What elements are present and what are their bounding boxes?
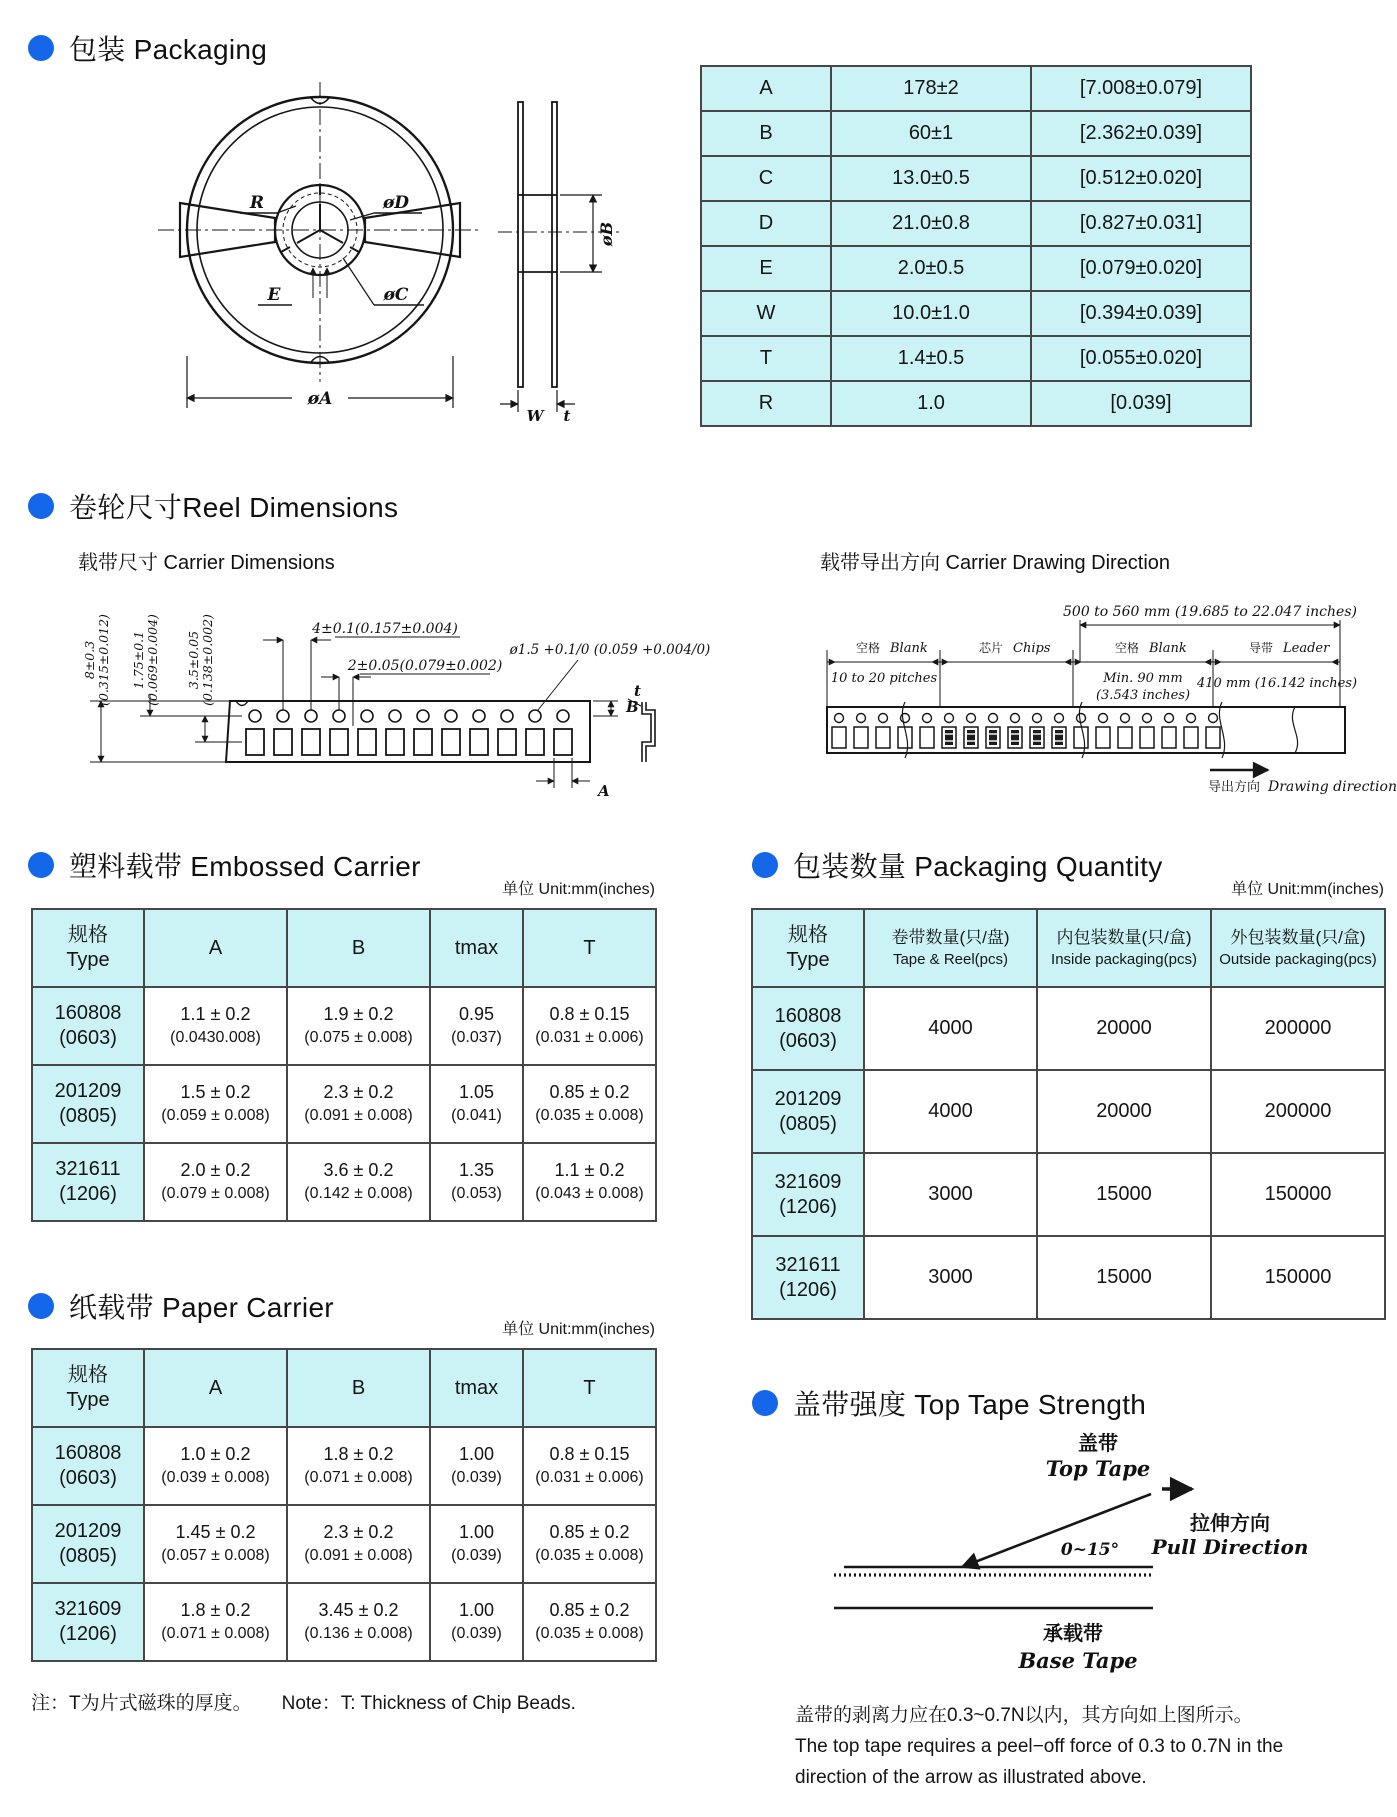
peel-force-note-en-line1: The top tape requires a peel−off force of 0.3 to 0.7N in the xyxy=(795,1736,1284,1757)
subheading-carrier-dimensions: 载带尺寸 Carrier Dimensions xyxy=(78,552,335,574)
table-cell: 200000 xyxy=(1211,1070,1385,1153)
peel-angle-label: 0~15° xyxy=(1060,1540,1120,1560)
bullet-icon xyxy=(28,852,54,878)
section-label-zh: 空格 xyxy=(1114,641,1139,655)
thickness-note xyxy=(31,1688,606,1715)
table-header-row xyxy=(32,909,656,987)
mm-cell: 178±2 xyxy=(831,66,1031,111)
type-cell: 321609 (1206) xyxy=(32,1583,144,1661)
table-cell: 0.85 ± 0.2 (0.035 ± 0.008) xyxy=(523,1505,656,1583)
unit-label: 单位 Unit:mm(inches) xyxy=(1231,881,1384,898)
header-inside-packaging: 内包装数量(只/盒) Inside packaging(pcs) xyxy=(1037,909,1211,987)
dim-label: 2±0.05(0.079±0.002) xyxy=(347,658,503,674)
drawing-direction-en: Drawing direction xyxy=(1268,779,1397,795)
type-cell: 201209 (0805) xyxy=(752,1070,864,1153)
reel-label-w: W xyxy=(526,407,544,425)
table-cell: 1.05 (0.041) xyxy=(430,1065,523,1143)
section-note: Min. 90 mm xyxy=(1103,671,1183,686)
type-cell: 321611 (1206) xyxy=(32,1143,144,1221)
reel-label-a: øA xyxy=(307,389,333,409)
section-label-en: Blank xyxy=(890,641,928,656)
param-cell: R xyxy=(701,381,831,426)
header-type: 规格 Type xyxy=(32,909,144,987)
table-cell: 3000 xyxy=(864,1236,1037,1319)
inch-cell: [0.079±0.020] xyxy=(1031,246,1251,291)
table-cell: 150000 xyxy=(1211,1153,1385,1236)
packaging-quantity-table xyxy=(751,908,1386,1320)
section-title: 包装 Packaging xyxy=(69,34,268,65)
table-cell: 1.8 ± 0.2 (0.071 ± 0.008) xyxy=(287,1427,430,1505)
pull-direction-en: Pull Direction xyxy=(1151,1535,1309,1559)
table-row xyxy=(701,291,1251,336)
table-row xyxy=(752,1070,1385,1153)
base-tape-label-en: Base Tape xyxy=(1018,1648,1138,1673)
section-note: 410 mm (16.142 inches) xyxy=(1196,676,1358,691)
table-row xyxy=(701,336,1251,381)
table-cell: 3.45 ± 0.2 (0.136 ± 0.008) xyxy=(287,1583,430,1661)
type-cell: 201209 (0805) xyxy=(32,1065,144,1143)
inch-cell: [0.512±0.020] xyxy=(1031,156,1251,201)
reel-dimensions-drawing xyxy=(30,60,710,425)
table-cell: 0.85 ± 0.2 (0.035 ± 0.008) xyxy=(523,1583,656,1661)
section-heading-reel-dimensions xyxy=(28,486,398,526)
table-row xyxy=(32,1583,656,1661)
table-cell: 1.8 ± 0.2 (0.071 ± 0.008) xyxy=(144,1583,287,1661)
mm-cell: 1.4±0.5 xyxy=(831,336,1031,381)
section-label-zh: 导带 xyxy=(1248,641,1273,655)
table-row xyxy=(752,1153,1385,1236)
table-cell: 1.0 ± 0.2 (0.039 ± 0.008) xyxy=(144,1427,287,1505)
table-cell: 4000 xyxy=(864,987,1037,1070)
table-cell: 1.35 (0.053) xyxy=(430,1143,523,1221)
section-title: 包装数量 Packaging Quantity xyxy=(793,851,1163,882)
dim-label: 8±0.3 xyxy=(82,640,97,680)
table-cell: 2.0 ± 0.2 (0.079 ± 0.008) xyxy=(144,1143,287,1221)
table-cell: 0.95 (0.037) xyxy=(430,987,523,1065)
table-row xyxy=(32,1143,656,1221)
base-tape-label-zh: 承载带 xyxy=(1043,1623,1103,1645)
param-cell: T xyxy=(701,336,831,381)
type-cell: 160808 (0603) xyxy=(32,1427,144,1505)
mm-cell: 13.0±0.5 xyxy=(831,156,1031,201)
table-cell: 1.00 (0.039) xyxy=(430,1427,523,1505)
table-row xyxy=(32,987,656,1065)
carrier-dim-width-labels xyxy=(82,614,215,706)
param-cell: C xyxy=(701,156,831,201)
reel-spec-table xyxy=(700,65,1252,427)
carrier-label-a: A xyxy=(598,782,610,800)
table-cell: 20000 xyxy=(1037,1070,1211,1153)
dim-label: (0.069±0.004) xyxy=(145,614,160,706)
bullet-icon xyxy=(752,1390,778,1416)
peel-force-note-zh: 盖带的剥离力应在0.3~0.7N以内，其方向如上图所示。 xyxy=(795,1705,1253,1726)
section-label-en: Blank xyxy=(1149,641,1187,656)
header-a: A xyxy=(144,1349,287,1427)
table-cell: 15000 xyxy=(1037,1236,1211,1319)
header-a: A xyxy=(144,909,287,987)
inch-cell: [0.394±0.039] xyxy=(1031,291,1251,336)
header-tape-reel: 卷带数量(只/盘) Tape & Reel(pcs) xyxy=(864,909,1037,987)
mm-cell: 10.0±1.0 xyxy=(831,291,1031,336)
table-row xyxy=(701,201,1251,246)
sprocket-holes xyxy=(249,710,569,722)
table-cell: 0.85 ± 0.2 (0.035 ± 0.008) xyxy=(523,1065,656,1143)
section-label-zh: 芯片 xyxy=(978,641,1003,655)
param-cell: A xyxy=(701,66,831,111)
inch-cell: [0.827±0.031] xyxy=(1031,201,1251,246)
header-type: 规格 Type xyxy=(752,909,864,987)
table-cell: 1.00 (0.039) xyxy=(430,1505,523,1583)
table-cell: 3.6 ± 0.2 (0.142 ± 0.008) xyxy=(287,1143,430,1221)
table-row xyxy=(752,987,1385,1070)
dim-label: 3.5±0.05 xyxy=(186,630,201,690)
section-title: 卷轮尺寸Reel Dimensions xyxy=(69,492,399,523)
dim-label: (0.138±0.002) xyxy=(200,614,215,706)
header-b: B xyxy=(287,909,430,987)
bullet-icon xyxy=(28,493,54,519)
header-t: T xyxy=(523,909,656,987)
table-cell: 20000 xyxy=(1037,987,1211,1070)
table-row xyxy=(701,66,1251,111)
dim-total-label: 500 to 560 mm (19.685 to 22.047 inches) xyxy=(1063,604,1357,620)
type-cell: 160808 (0603) xyxy=(32,987,144,1065)
table-cell: 4000 xyxy=(864,1070,1037,1153)
paper-carrier-table xyxy=(31,1348,657,1662)
dim-label: (0.315±0.012) xyxy=(96,614,111,706)
table-header-row xyxy=(752,909,1385,987)
carrier-dimensions-drawing xyxy=(30,590,720,815)
subheading-carrier-drawing-direction: 载带导出方向 Carrier Drawing Direction xyxy=(820,552,1171,574)
reel-label-t: t xyxy=(563,407,571,425)
embossed-carrier-table xyxy=(31,908,657,1222)
type-cell: 201209 (0805) xyxy=(32,1505,144,1583)
inch-cell: [0.055±0.020] xyxy=(1031,336,1251,381)
section-label-zh: 空格 xyxy=(855,641,880,655)
section-label-en: Leader xyxy=(1283,641,1330,656)
carrier-label-b: B xyxy=(626,698,639,716)
table-row xyxy=(32,1427,656,1505)
dim-label: 1.75±0.1 xyxy=(131,630,146,690)
dim-label: 4±0.1(0.157±0.004) xyxy=(312,621,458,637)
inch-cell: [2.362±0.039] xyxy=(1031,111,1251,156)
chips xyxy=(945,730,1063,745)
direction-pockets xyxy=(832,727,1220,748)
section-title: 盖带强度 Top Tape Strength xyxy=(793,1389,1147,1420)
header-tmax: tmax xyxy=(430,909,523,987)
dim-label: ø1.5 +0.1/0 (0.059 +0.004/0) xyxy=(509,642,711,658)
table-cell: 1.5 ± 0.2 (0.059 ± 0.008) xyxy=(144,1065,287,1143)
reel-label-c: øC xyxy=(383,285,409,305)
mm-cell: 2.0±0.5 xyxy=(831,246,1031,291)
table-row xyxy=(752,1236,1385,1319)
top-tape-label-en: Top Tape xyxy=(1045,1456,1151,1481)
pockets xyxy=(246,729,572,755)
unit-label: 单位 Unit:mm(inches) xyxy=(502,1321,655,1338)
table-row xyxy=(701,156,1251,201)
inch-cell: [7.008±0.079] xyxy=(1031,66,1251,111)
peel-force-note xyxy=(795,1700,1355,1793)
header-outside-packaging: 外包装数量(只/盒) Outside packaging(pcs) xyxy=(1211,909,1385,987)
section-note: 10 to 20 pitches xyxy=(830,671,938,686)
section-title: 纸载带 Paper Carrier xyxy=(69,1292,334,1323)
type-cell: 321611 (1206) xyxy=(752,1236,864,1319)
bullet-icon xyxy=(28,35,54,61)
mm-cell: 60±1 xyxy=(831,111,1031,156)
table-cell: 1.9 ± 0.2 (0.075 ± 0.008) xyxy=(287,987,430,1065)
param-cell: B xyxy=(701,111,831,156)
header-tmax: tmax xyxy=(430,1349,523,1427)
reel-label-b: øB xyxy=(597,221,616,247)
type-cell: 321609 (1206) xyxy=(752,1153,864,1236)
carrier-label-t: t xyxy=(634,682,641,700)
mm-cell: 1.0 xyxy=(831,381,1031,426)
table-row xyxy=(701,381,1251,426)
param-cell: D xyxy=(701,201,831,246)
header-type: 规格 Type xyxy=(32,1349,144,1427)
param-cell: W xyxy=(701,291,831,336)
table-cell: 3000 xyxy=(864,1153,1037,1236)
header-b: B xyxy=(287,1349,430,1427)
section-heading-top-tape-strength xyxy=(752,1383,1146,1423)
top-tape-label-zh: 盖带 xyxy=(1078,1433,1118,1455)
table-row xyxy=(701,111,1251,156)
section-label-en: Chips xyxy=(1013,641,1051,656)
table-cell: 1.1 ± 0.2 (0.0430.008) xyxy=(144,987,287,1065)
table-row xyxy=(32,1505,656,1583)
section-title: 塑料载带 Embossed Carrier xyxy=(69,851,421,882)
thickness-note-zh: 注：T为片式磁珠的厚度。 xyxy=(31,1693,252,1714)
peel-force-note-en-line2: direction of the arrow as illustrated above. xyxy=(795,1767,1147,1788)
reel-label-e: E xyxy=(267,285,281,305)
table-cell: 2.3 ± 0.2 (0.091 ± 0.008) xyxy=(287,1065,430,1143)
direction-sprocket-holes xyxy=(835,714,1218,723)
reel-label-r: R xyxy=(249,193,265,213)
table-cell: 200000 xyxy=(1211,987,1385,1070)
table-cell: 15000 xyxy=(1037,1153,1211,1236)
type-cell: 160808 (0603) xyxy=(752,987,864,1070)
drawing-direction-zh: 导出方向 xyxy=(1207,779,1260,794)
table-cell: 1.45 ± 0.2 (0.057 ± 0.008) xyxy=(144,1505,287,1583)
table-cell: 150000 xyxy=(1211,1236,1385,1319)
header-t: T xyxy=(523,1349,656,1427)
unit-label: 单位 Unit:mm(inches) xyxy=(502,881,655,898)
bullet-icon xyxy=(28,1293,54,1319)
table-cell: 1.1 ± 0.2 (0.043 ± 0.008) xyxy=(523,1143,656,1221)
table-row xyxy=(701,246,1251,291)
param-cell: E xyxy=(701,246,831,291)
bullet-icon xyxy=(752,852,778,878)
top-tape-strength-diagram xyxy=(790,1418,1335,1688)
thickness-note-en: Note：T: Thickness of Chip Beads. xyxy=(281,1693,576,1714)
table-row xyxy=(32,1065,656,1143)
mm-cell: 21.0±0.8 xyxy=(831,201,1031,246)
table-cell: 1.00 (0.039) xyxy=(430,1583,523,1661)
reel-label-d: øD xyxy=(382,193,410,213)
table-cell: 0.8 ± 0.15 (0.031 ± 0.006) xyxy=(523,1427,656,1505)
pull-direction-zh: 拉伸方向 xyxy=(1190,1513,1270,1535)
table-cell: 0.8 ± 0.15 (0.031 ± 0.006) xyxy=(523,987,656,1065)
section-heading-paper-carrier xyxy=(28,1286,334,1326)
table-header-row xyxy=(32,1349,656,1427)
inch-cell: [0.039] xyxy=(1031,381,1251,426)
section-note: (3.543 inches) xyxy=(1095,688,1191,703)
table-cell: 2.3 ± 0.2 (0.091 ± 0.008) xyxy=(287,1505,430,1583)
carrier-drawing-direction-drawing xyxy=(790,590,1397,815)
